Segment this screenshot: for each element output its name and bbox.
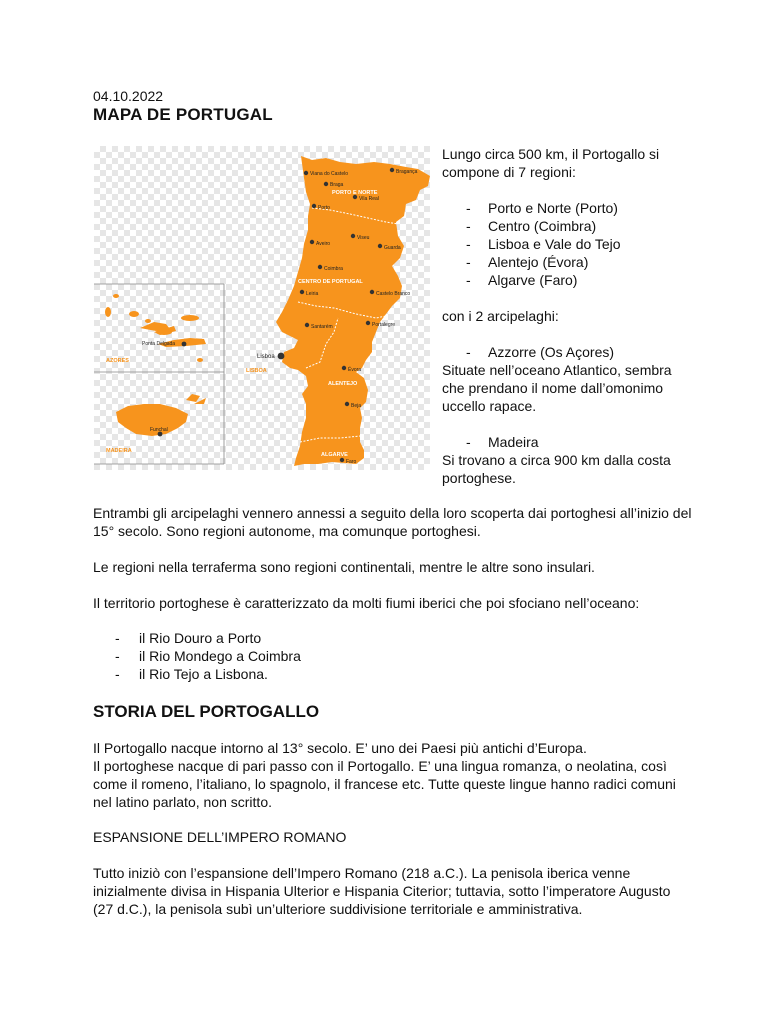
label-braganca: Bragança — [396, 169, 418, 175]
azores-item: - Azzorre (Os Açores) — [442, 343, 682, 361]
history-title: STORIA DEL PORTOGALLO — [93, 702, 320, 721]
history-block — [93, 739, 683, 811]
label-faro: Faro — [346, 459, 357, 465]
label-algarve-region: ALGARVE — [321, 452, 348, 458]
intro-column — [442, 145, 682, 487]
azores-islands — [105, 294, 206, 362]
mainland-shape — [276, 156, 430, 466]
paragraph-text: Il territorio portoghese è caratterizzato da molti fiumi iberici che poi sfociano nell’oceano: — [93, 595, 640, 611]
archipelagos-intro: con i 2 arcipelaghi: — [442, 308, 559, 324]
label-braga: Braga — [330, 182, 344, 188]
roman-paragraph — [93, 864, 673, 918]
label-portalegre: Portalegre — [372, 322, 396, 328]
label-ponta-delgada: Ponta Delgada — [142, 341, 176, 347]
page-title: MAPA DE PORTUGAL — [93, 105, 273, 124]
region-item: - Alentejo (Évora) — [442, 253, 682, 271]
label-alentejo-region: ALENTEJO — [328, 381, 358, 387]
rivers-list — [93, 629, 693, 683]
region-list — [442, 199, 682, 289]
label-castelo-branco: Castelo Branco — [376, 291, 411, 297]
region-item: - Porto e Norte (Porto) — [442, 199, 682, 217]
label-porto: Porto — [318, 205, 330, 211]
river-item: - il Rio Tejo a Lisbona. — [93, 665, 693, 683]
region-item: - Centro (Coimbra) — [442, 217, 682, 235]
subtitle-text: ESPANSIONE DELL’IMPERO ROMANO — [93, 829, 347, 845]
paragraph-text: Le regioni nella terraferma sono regioni continentali, mentre le altre sono insulari. — [93, 559, 595, 575]
label-aveiro: Aveiro — [316, 241, 331, 247]
azores-list — [442, 343, 682, 361]
rivers-list-block — [93, 629, 693, 683]
azores-text: Situate nell’oceano Atlantico, sembra che prendano il nome dall’omonimo uccello rapace. — [442, 362, 672, 414]
history-line-2: Il portoghese nacque di pari passo con il Portogallo. E’ una lingua romanza, o neolatina, così come il romeno, l’italiano, lo spagnolo, il francese etc. Tutte queste lingue hanno radici comuni nel latino parlato, non scritto. — [93, 758, 676, 810]
label-madeira-region: MADEIRA — [106, 448, 132, 454]
regions-paragraph — [93, 558, 693, 576]
intro-text: Lungo circa 500 km, il Portogallo si compone di 7 regioni: — [442, 146, 660, 180]
madeira-text: Si trovano a circa 900 km dalla costa portoghese. — [442, 452, 671, 486]
label-beja: Beja — [351, 403, 362, 409]
label-guarda: Guarda — [384, 245, 401, 251]
archipelagos-paragraph — [93, 504, 693, 540]
label-lisboa-city: Lisboa — [257, 354, 275, 360]
label-lisboa-region: LISBOA — [246, 368, 267, 374]
rivers-paragraph — [93, 594, 693, 612]
label-evora: Évora — [348, 367, 362, 373]
label-viana: Viana do Castelo — [310, 171, 348, 177]
river-item: - il Rio Douro a Porto — [93, 629, 693, 647]
paragraph-text: Entrambi gli arcipelaghi vennero annessi a seguito della loro scoperta dai portoghesi all’inizio del 15° secolo. Sono regioni autonome, ma comunque portoghesi. — [93, 505, 692, 539]
label-funchal: Funchal — [150, 427, 168, 433]
date: 04.10.2022 — [93, 88, 164, 104]
label-leiria: Leiria — [306, 291, 319, 297]
label-coimbra: Coimbra — [324, 266, 343, 272]
region-item: - Lisboa e Vale do Tejo — [442, 235, 682, 253]
label-santarem: Santarém — [311, 324, 333, 330]
label-vila-real: Vila Real — [359, 196, 379, 202]
history-subtitle — [93, 828, 693, 846]
river-item: - il Rio Mondego a Coimbra — [93, 647, 693, 665]
paragraph-text: Tutto iniziò con l’espansione dell’Impero Romano (218 a.C.). La penisola iberica venne inizialmente divisa in Hispania Ulterior e Hispania Citerior; tuttavia, sotto l’imperatore Augusto (27 d.C.), la penisola subì un’ulteriore suddivisione territoriale e amministrativa. — [93, 865, 671, 917]
label-porto-norte-region: PORTO E NORTE — [332, 190, 378, 196]
map-svg — [94, 146, 430, 470]
madeira-list — [442, 433, 682, 451]
label-viseu: Viseu — [357, 235, 370, 241]
portugal-map — [94, 146, 430, 470]
label-centro-region: CENTRO DE PORTUGAL — [298, 279, 363, 285]
region-item: - Algarve (Faro) — [442, 271, 682, 289]
madeira-item: - Madeira — [442, 433, 682, 451]
label-azores-region: AZORES — [106, 358, 129, 364]
history-line-1: Il Portogallo nacque intorno al 13° secolo. E’ uno dei Paesi più antichi d’Europa. — [93, 740, 587, 756]
